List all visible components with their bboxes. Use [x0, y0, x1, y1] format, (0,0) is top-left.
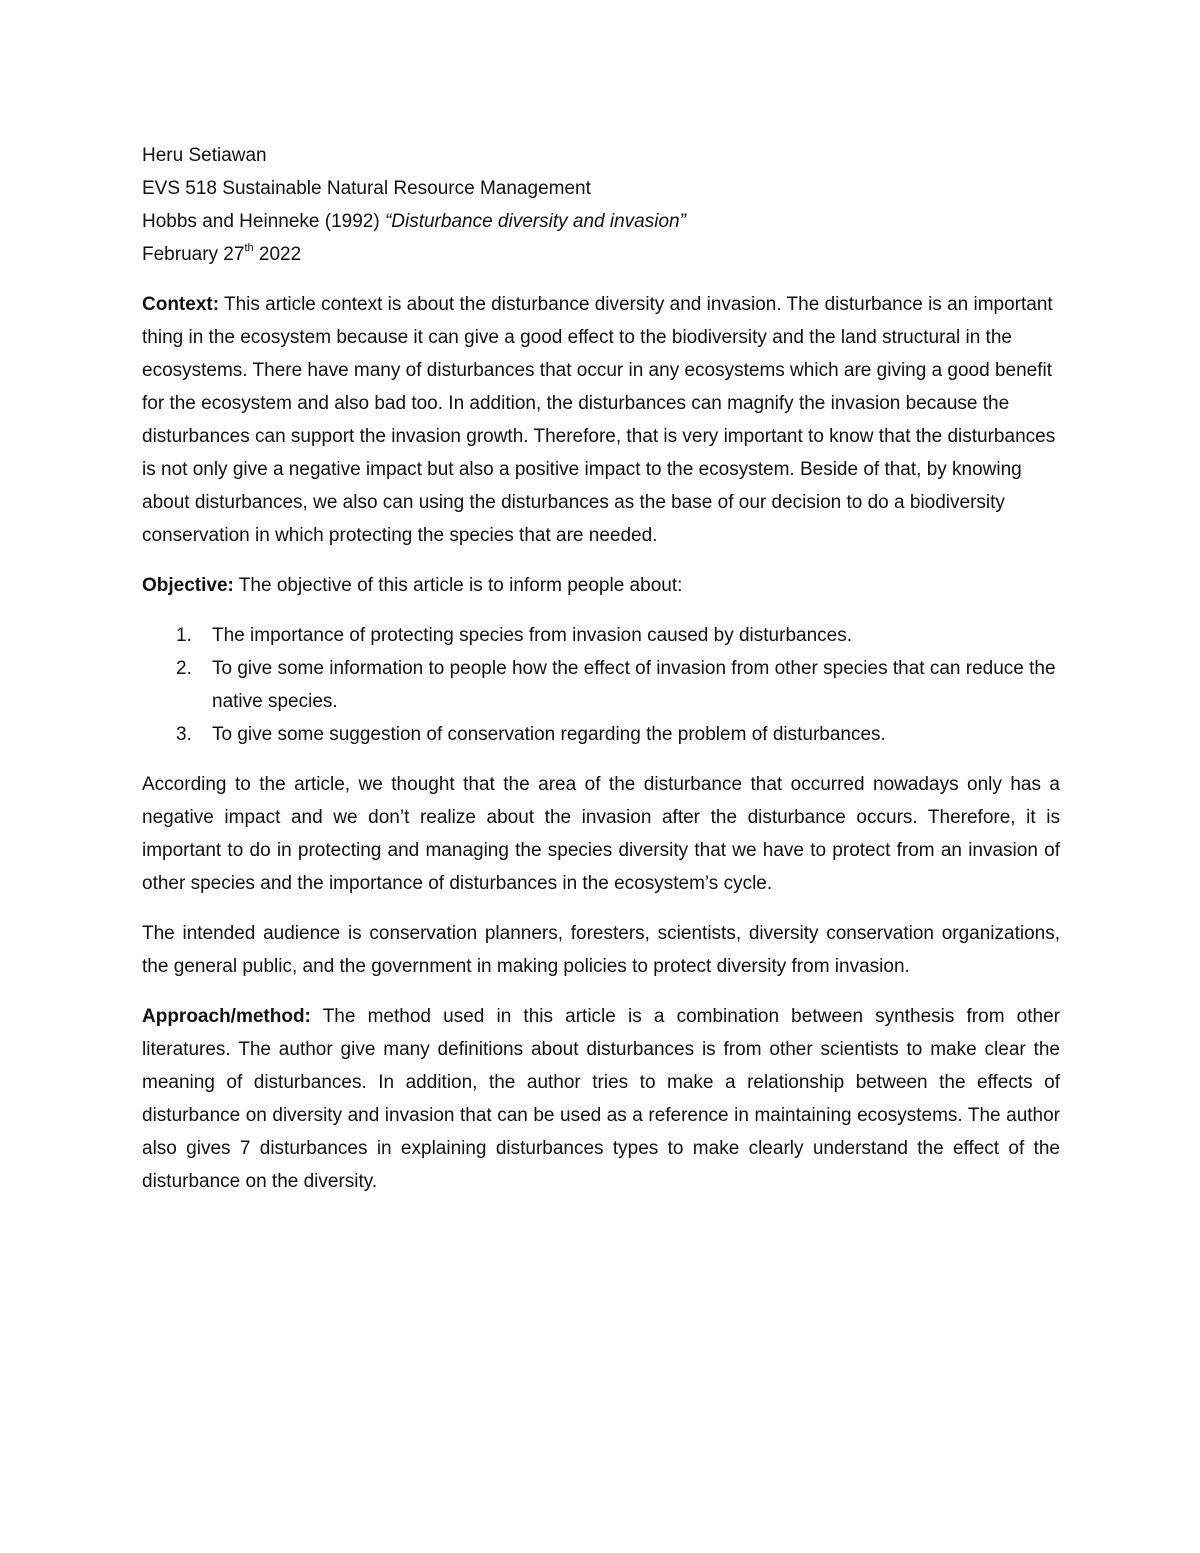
approach-paragraph: [142, 1000, 1060, 1198]
context-text: This article context is about the disturbance diversity and invasion. The disturbance is an important thing in the ecosystem because it can give a good effect to the biodiversity and the land structural in the ecosystems. There have many of disturbances that occur in any ecosystems which are giving a good benefit for the ecosystem and also bad too. In addition, the disturbances can magnify the invasion because the disturbances can support the invasion growth. Therefore, that is very important to know that the disturbances is not only give a negative impact but also a positive impact to the ecosystem. Beside of that, by knowing about disturbances, we also can using the disturbances as the base of our decision to do a biodiversity conservation in which protecting the species that are needed.: [142, 294, 1056, 546]
author-name: Heru Setiawan: [142, 145, 267, 166]
objective-paragraph: [142, 569, 1060, 602]
article-citation: [142, 205, 1060, 238]
date-year: 2022: [253, 244, 302, 265]
list-item: [176, 652, 1060, 718]
document-date: [142, 238, 1060, 271]
context-paragraph: [142, 288, 1060, 552]
list-item: [176, 718, 1060, 751]
audience-paragraph: The intended audience is conservation planners, foresters, scientists, diversity conservation organizations, the general public, and the government in making policies to protect diversity from invasion.: [142, 923, 1060, 977]
list-item: [176, 619, 1060, 652]
article-summary-paragraph: According to the article, we thought that the area of the disturbance that occurred nowadays only has a negative impact and we don’t realize about the invasion after the disturbance occurs. Therefore, it is important to do in protecting and managing the species diversity that we have to protect from an invasion of other species and the importance of disturbances in the ecosystem’s cycle.: [142, 774, 1060, 894]
context-label: Context:: [142, 294, 220, 315]
objective-list: [142, 619, 1060, 751]
list-item-number: 2.: [176, 658, 192, 679]
course-title: EVS 518 Sustainable Natural Resource Management: [142, 178, 591, 199]
document-page: [142, 139, 1060, 1215]
list-item-number: 1.: [176, 625, 192, 646]
approach-text: The method used in this article is a combination between synthesis from other literatures. The author give many definitions about disturbances is from other scientists to make clear the meaning of disturbances. In addition, the author tries to make a relationship between the effects of disturbance on diversity and invasion that can be used as a reference in maintaining ecosystems. The author also gives 7 disturbances in explaining disturbances types to make clearly understand the effect of the disturbance on the diversity.: [142, 1006, 1060, 1192]
objective-text: The objective of this article is to inform people about:: [233, 575, 683, 596]
list-item-text: The importance of protecting species from invasion caused by disturbances.: [212, 625, 852, 646]
objective-label: Objective:: [142, 575, 234, 596]
date-month-day: February 27: [142, 244, 245, 265]
list-item-text: To give some suggestion of conservation regarding the problem of disturbances.: [212, 724, 886, 745]
document-header: [142, 139, 1060, 271]
list-item-text: To give some information to people how the effect of invasion from other species that can reduce the native species.: [212, 658, 1056, 712]
date-ordinal: th: [244, 241, 254, 254]
citation-authors: Hobbs and Heinneke (1992): [142, 211, 385, 232]
citation-title: “Disturbance diversity and invasion”: [384, 211, 686, 232]
approach-label: Approach/method:: [142, 1006, 311, 1027]
list-item-number: 3.: [176, 724, 192, 745]
